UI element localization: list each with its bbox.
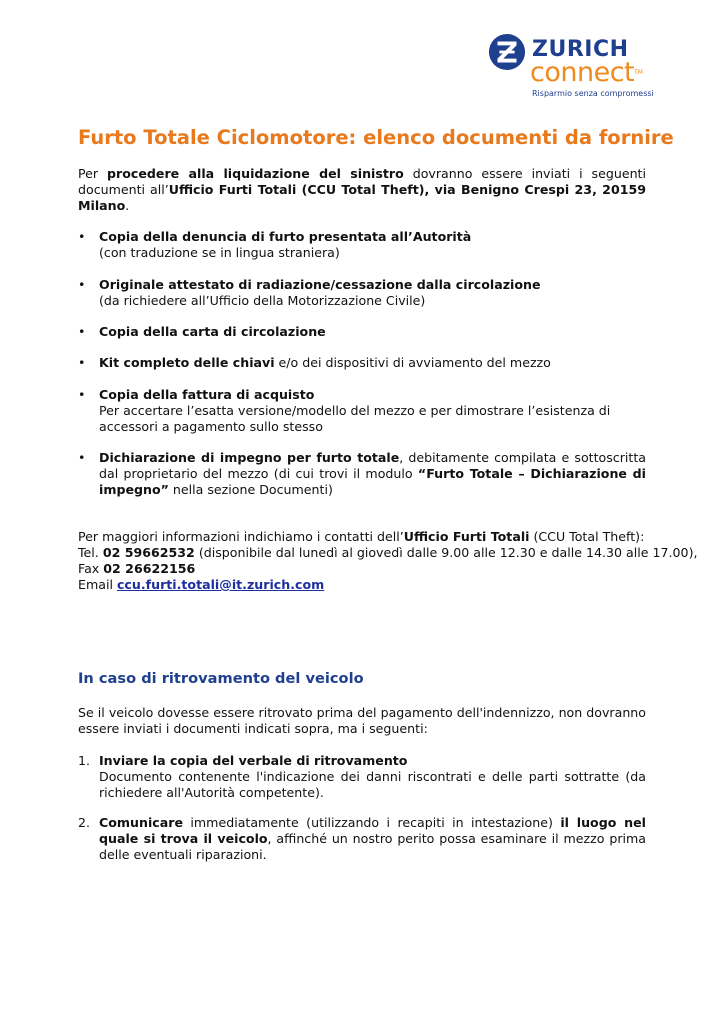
zurich-connect-logo xyxy=(486,33,656,99)
phone-number: 02 59662532 xyxy=(102,545,195,560)
contacts-block: Per maggiori informazioni indichiamo i contatti dell’Ufficio Furti Totali (CCU Total Theft): Tel. 02 59662532 (disponibile dal lunedì al giovedì dalle 9.00 alle 12.30 e dalle 14.30 alle 17.00), Fax 02 26622156 Email ccu.furti.totali@it.zurich.com xyxy=(78,529,698,592)
document-page: ZURICH connect™ Risparmio senza compromessi Furto Totale Ciclomotore: elenco documenti da fornire Per procedere alla liquidazione del sinistro dovranno essere inviati i seguenti documenti all’Ufficio Furti Totali (CCU Total Theft), via Benigno Crespi 23, 20159 Milano. • Copia della denuncia di furto presentata all’Autorità (con traduzione se in lingua straniera) • Originale attestato di radiazione/cessazione dalla circolazione (da richiedere all’Ufficio della Motorizzazione Civile) • Copia della carta di circolazione • Kit completo delle chiavi e/o dei dispositivi di avviamento del mezzo • Copia della fattura di acquisto Per accertare l’esatta versione/modello del mezzo e per dimostrare l’esistenza di accessori a pagamento sullo stesso • Dichiarazione di impegno per furto totale, debitamente compilata e sottoscritta dal proprietario del mezzo (di cui trovi il modulo “Furto Totale – Dichiarazione di impegno” nella sezione Documenti) Per maggiori informazioni indichiamo i contatti dell’Ufficio Furti Totali (CCU Total Theft): Tel. 02 59662532 (disponibile dal lunedì al giovedì dalle 9.00 alle 12.30 e dalle 14.30 alle 17.00), Fax 02 26622156 Email ccu.furti.totali@it.zurich.com In caso di ritrovamento del veicolo Se il veicolo dovesse essere ritrovato prima del pagamento dell'indennizzo, non dovranno essere inviati i documenti indicati sopra, ma i seguenti: 1. Inviare la copia del verbale di ritrovamento Documento contenente l'indicazione dei danni riscontrati e delle parti sottratte (da richiedere all'Autorità competente). 2. Comunicare immediatamente (utilizzando i recapiti in intestazione) il luogo nel quale si trova il veicolo, affinché un nostro perito possa esaminare il mezzo prima delle eventuali riparazioni. xyxy=(0,0,724,1024)
bullet-icon: • xyxy=(78,450,86,465)
bullet-icon: • xyxy=(78,229,86,244)
logo-tagline: Risparmio senza compromessi xyxy=(532,89,654,98)
intro-paragraph: Per procedere alla liquidazione del sinistro dovranno essere inviati i seguenti documenti all’Ufficio Furti Totali (CCU Total Theft), via Benigno Crespi 23, 20159 Milano. xyxy=(78,166,647,213)
fax-number: 02 26622156 xyxy=(103,561,196,576)
page-title: Furto Totale Ciclomotore: elenco documenti da fornire xyxy=(78,126,674,149)
bullet-icon: • xyxy=(78,387,86,402)
email-link[interactable]: ccu.furti.totali@it.zurich.com xyxy=(116,577,325,592)
bullet-icon: • xyxy=(78,277,86,292)
step-number: 2. xyxy=(78,815,91,830)
bullet-icon: • xyxy=(78,324,86,339)
zurich-z-icon xyxy=(488,33,526,71)
logo-product-name: connect™ xyxy=(530,57,643,88)
logo-brand-name: ZURICH xyxy=(532,37,629,62)
logo-trademark: TM xyxy=(634,69,643,76)
recovery-heading: In caso di ritrovamento del veicolo xyxy=(78,670,364,687)
recovery-intro: Se il veicolo dovesse essere ritrovato prima del pagamento dell'indennizzo, non dovranno essere inviati i documenti indicati sopra, ma i seguenti: xyxy=(78,705,646,736)
step-number: 1. xyxy=(78,753,91,768)
bullet-icon: • xyxy=(78,355,86,370)
